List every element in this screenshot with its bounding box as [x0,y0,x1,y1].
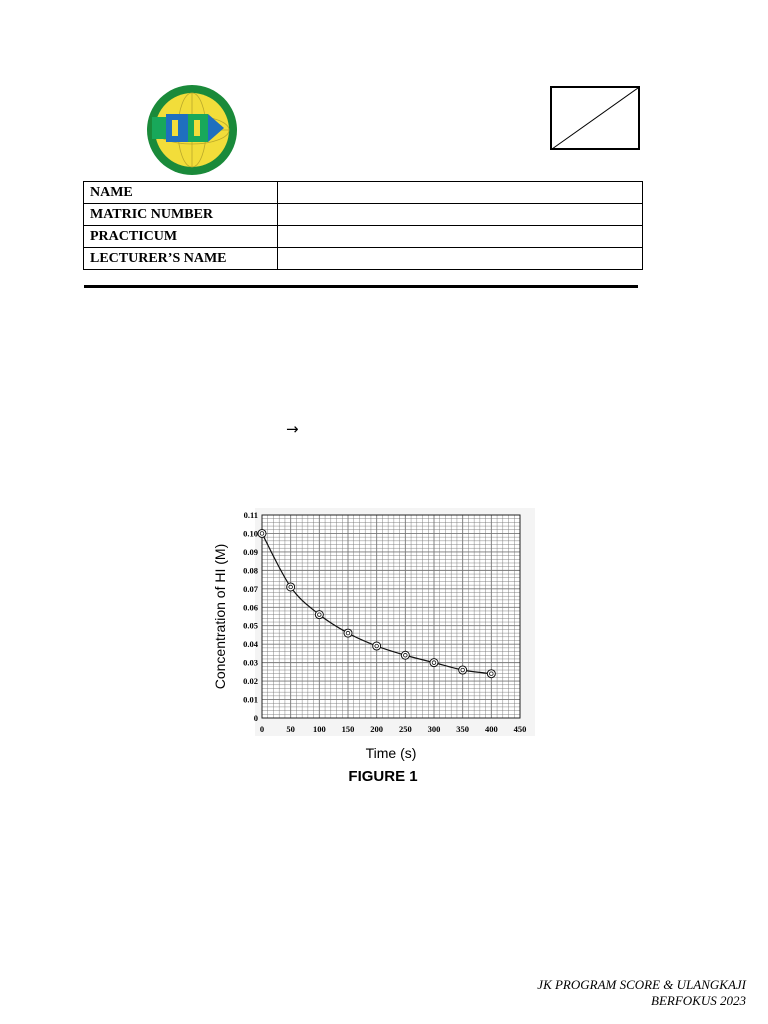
x-tick-label: 350 [456,724,470,734]
data-point [287,583,295,591]
x-tick-label: 250 [398,724,412,734]
institution-logo-icon [146,84,238,176]
x-tick-label: 300 [427,724,441,734]
x-tick-label: 150 [341,724,355,734]
lecturer-name-label: LECTURER’S NAME [84,248,278,270]
plot-area [262,515,520,718]
x-tick-label: 0 [259,724,265,734]
y-tick-label: 0.08 [243,565,258,576]
y-tick-label: 0.03 [243,657,258,668]
y-tick-label: 0.07 [243,583,258,594]
form-row-practicum [84,226,643,248]
x-tick-label: 200 [370,724,384,734]
student-info-table [83,181,643,270]
y-tick-label: 0.11 [243,510,258,520]
y-tick-label: 0.10 [243,528,258,539]
y-tick-label: 0.09 [243,546,258,557]
data-point [459,666,467,674]
y-tick-label: 0.01 [243,694,258,705]
form-row-matric [84,204,643,226]
matric-number-field[interactable] [278,204,643,226]
name-label: NAME [84,182,278,204]
x-tick-label: 50 [286,724,295,734]
y-tick-label: 0.05 [243,620,258,631]
x-tick-label: 450 [513,724,527,734]
matric-number-label: MATRIC NUMBER [84,204,278,226]
reaction-arrow: → [286,420,299,438]
footer-line-1: JK PROGRAM SCORE & ULANGKAJI [537,977,746,992]
y-axis-label: Concentration of HI (M) [212,543,228,690]
figure-1-chart [205,505,540,775]
code-box [550,86,640,150]
x-tick-label: 100 [312,724,326,734]
y-tick-label: 0.06 [243,602,258,613]
name-field[interactable] [278,182,643,204]
y-tick-label: 0.02 [243,676,258,687]
chart-svg [205,505,540,775]
figure-caption: FIGURE 1 [348,768,418,785]
x-axis-label: Time (s) [365,745,417,761]
y-tick-label: 0 [253,713,258,723]
form-row-lecturer [84,248,643,270]
data-point [315,611,323,619]
footer-line-2: BERFOKUS 2023 [651,993,746,1008]
data-point [258,529,266,537]
data-point [373,642,381,650]
x-tick-label: 400 [484,724,498,734]
practicum-field[interactable] [278,226,643,248]
y-tick-label: 0.04 [243,639,258,650]
data-point [344,629,352,637]
practicum-label: PRACTICUM [84,226,278,248]
data-point [401,651,409,659]
form-row-name [84,182,643,204]
lecturer-name-field[interactable] [278,248,643,270]
data-point [430,659,438,667]
footer [537,977,746,1009]
data-point [487,670,495,678]
divider-line [84,285,638,288]
